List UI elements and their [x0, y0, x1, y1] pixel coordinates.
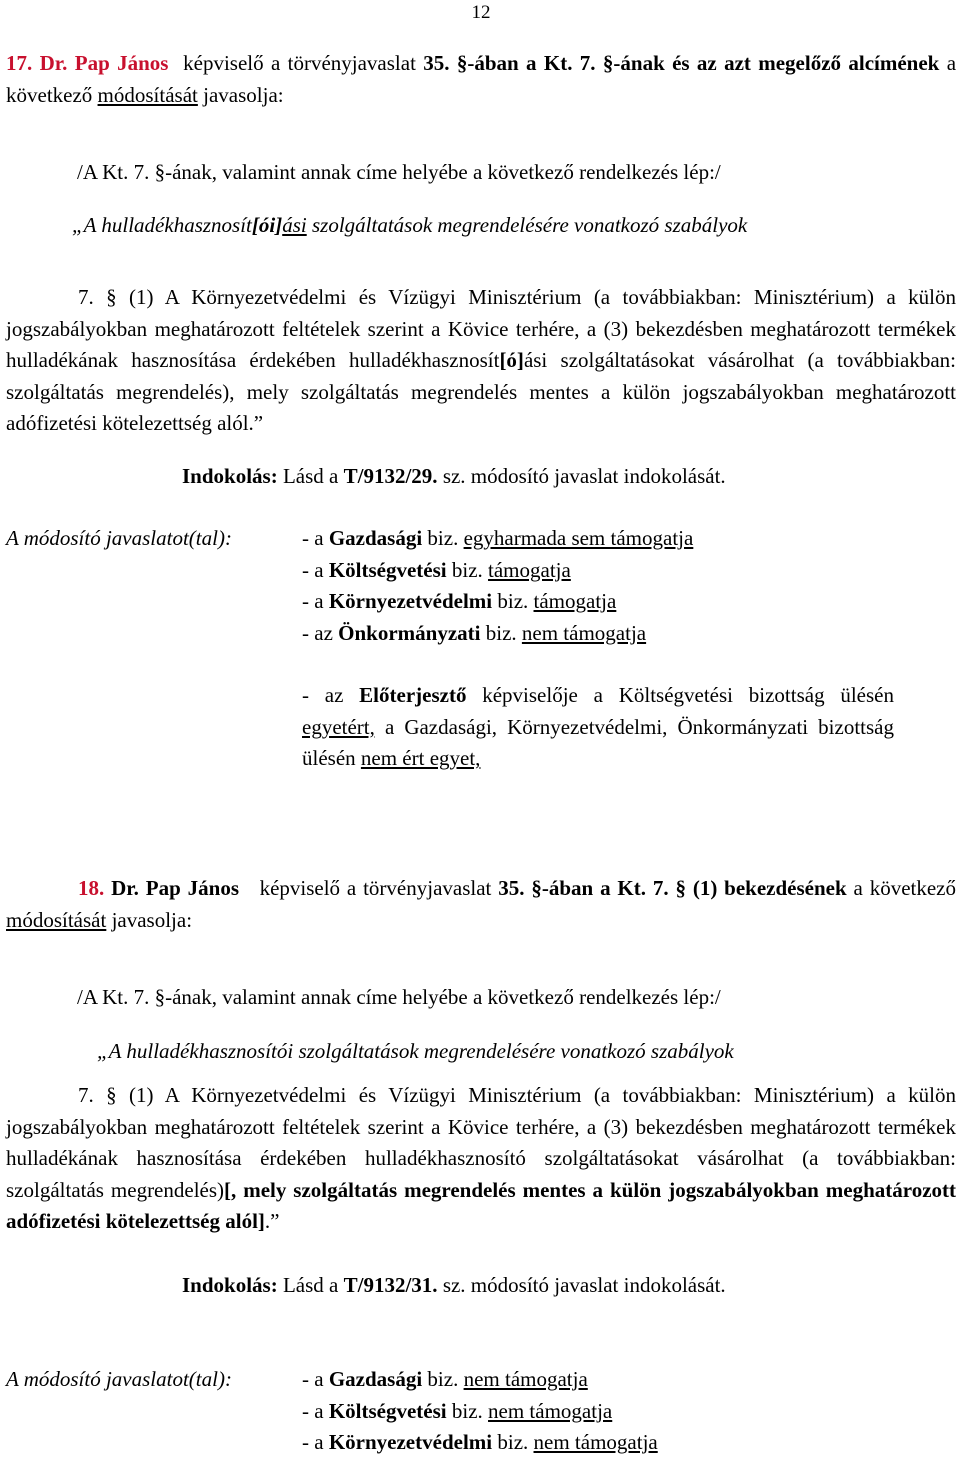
section-reference: 35. §-ában a Kt. 7. §-ának és az azt megelőző alcímének — [423, 51, 940, 75]
amendment-17-intro: 17. Dr. Pap János képviselő a törvényjavaslat 35. §-ában a Kt. 7. §-ának és az azt megelőző alcímének a következő módosítását javasolja: — [6, 51, 957, 107]
deleted-text: [, mely szolgáltatás megrendelés mentes a külön jogszabályokban meghatározott adófizetési kötelezettség alól] — [6, 1177, 957, 1233]
amendment-17-heading: „A hulladékhasznosít[ói]ási szolgáltatások megrendelésére vonatkozó szabályok — [72, 213, 748, 237]
vote-row: - a Gazdasági biz. egyharmada sem támogatja — [302, 526, 694, 550]
amendment-18-paragraph: 7. § (1) A Környezetvédelmi és Vízügyi Minisztérium (a továbbiakban: Minisztérium) a külön jogszabályokban meghatározott feltételek szerint a Kövice terhére, a (3) bekezdésben meghatározott termékek hulladékának hasznosítása érdekében hulladékhasznosító szolgáltatásokat vásárolhat (a továbbiakban: szolgáltatás megrendelés)[, mely szolgáltatás megrendelés mentes a külön jogszabályokban meghatározott adófizetési kötelezettség alól].” — [6, 1083, 957, 1233]
page-number: 12 — [471, 2, 491, 23]
amendment-number: 17. — [6, 51, 33, 75]
vote-row: - a Környezetvédelmi biz. nem támogatja — [302, 1430, 658, 1454]
committee-votes — [302, 1364, 894, 1459]
inserted-text: [ó] — [499, 348, 524, 372]
inserted-text: [ói] — [251, 213, 283, 237]
vote-row: - az Önkormányzati biz. nem támogatja — [302, 620, 647, 645]
amendment-17-instruction: /A Kt. 7. §-ának, valamint annak címe helyébe a következő rendelkezés lép:/ — [77, 160, 721, 184]
support-label: A módosító javaslatot(tal): — [6, 526, 232, 550]
support-label: A módosító javaslatot(tal): — [6, 1367, 232, 1391]
amendment-number: 18. — [78, 876, 105, 900]
vote-row: - a Költségvetési biz. nem támogatja — [302, 1398, 613, 1423]
amendment-18-heading: „A hulladékhasznosítói szolgáltatások megrendelésére vonatkozó szabályok — [97, 1039, 734, 1063]
vote-row: - a Költségvetési biz. támogatja — [302, 557, 571, 582]
proposer-note: - az Előterjesztő képviselője a Költségvetési bizottság ülésén egyetért, a Gazdasági, Környezetvédelmi, Önkormányzati bizottság ülésén nem ért egyet, — [302, 683, 894, 770]
vote-row: - a Környezetvédelmi biz. támogatja — [302, 589, 617, 613]
section-reference: 35. §-ában a Kt. 7. § (1) bekezdésének — [498, 876, 847, 900]
vote-row: - a Gazdasági biz. nem támogatja — [302, 1367, 588, 1391]
committee-votes — [302, 523, 894, 649]
amendment-17-justification: Indokolás: Lásd a T/9132/29. sz. módosító javaslat indokolását. — [182, 464, 726, 488]
amendment-18-justification: Indokolás: Lásd a T/9132/31. sz. módosító javaslat indokolását. — [182, 1273, 726, 1297]
amendment-author: Dr. Pap János — [111, 876, 239, 900]
amendment-18-intro: 18. Dr. Pap János képviselő a törvényjavaslat 35. §-ában a Kt. 7. § (1) bekezdésének a következő módosítását javasolja: — [6, 876, 957, 932]
amendment-author: Dr. Pap János — [39, 51, 169, 75]
amendment-17-paragraph: 7. § (1) A Környezetvédelmi és Vízügyi Minisztérium (a továbbiakban: Minisztérium) a külön jogszabályokban meghatározott feltételek szerint a Kövice terhére, a (3) bekezdésben meghatározott termékek hulladékának hasznosítása érdekében hulladékhasznosít[ó]ási szolgáltatásokat vásárolhat (a továbbiakban: szolgáltatás megrendelés), mely szolgáltatás megrendelés mentes a külön jogszabályokban meghatározott adófizetési kötelezettség alól.” — [6, 285, 956, 435]
amendment-18-instruction: /A Kt. 7. §-ának, valamint annak címe helyébe a következő rendelkezés lép:/ — [77, 985, 721, 1009]
